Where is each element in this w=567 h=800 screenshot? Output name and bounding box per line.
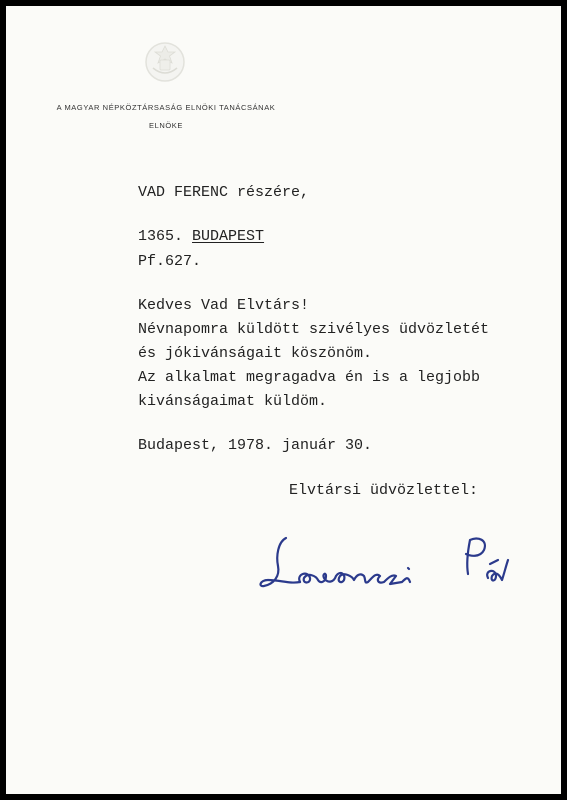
body-line: Az alkalmat megragadva én is a legjobb — [138, 369, 481, 386]
closing-line: Elvtársi üdvözlettel: — [289, 482, 479, 499]
body-line: Névnapomra küldött szivélyes üdvözletét — [138, 321, 490, 338]
letterhead-subtitle: ELNÖKE — [148, 121, 184, 130]
embossed-coat-of-arms-icon — [142, 38, 188, 84]
greeting-line: Kedves Vad Elvtárs! — [138, 297, 310, 314]
letterhead-title: A MAGYAR NÉPKÖZTÁRSASÁG ELNÖKI TANÁCSÁNAK — [56, 103, 276, 112]
body-line: és jókivánságait köszönöm. — [138, 345, 373, 362]
letter-sheet — [6, 6, 561, 794]
body-line: kivánságaimat küldöm. — [138, 393, 328, 410]
recipient-line: VAD FERENC részére, — [138, 184, 310, 201]
postcode: 1365. — [138, 228, 184, 245]
dateline: Budapest, 1978. január 30. — [138, 437, 373, 454]
postcode-city-line — [138, 227, 264, 246]
pobox-line: Pf.627. — [138, 253, 202, 270]
handwritten-signature — [256, 526, 526, 606]
city: BUDAPEST — [192, 228, 265, 245]
